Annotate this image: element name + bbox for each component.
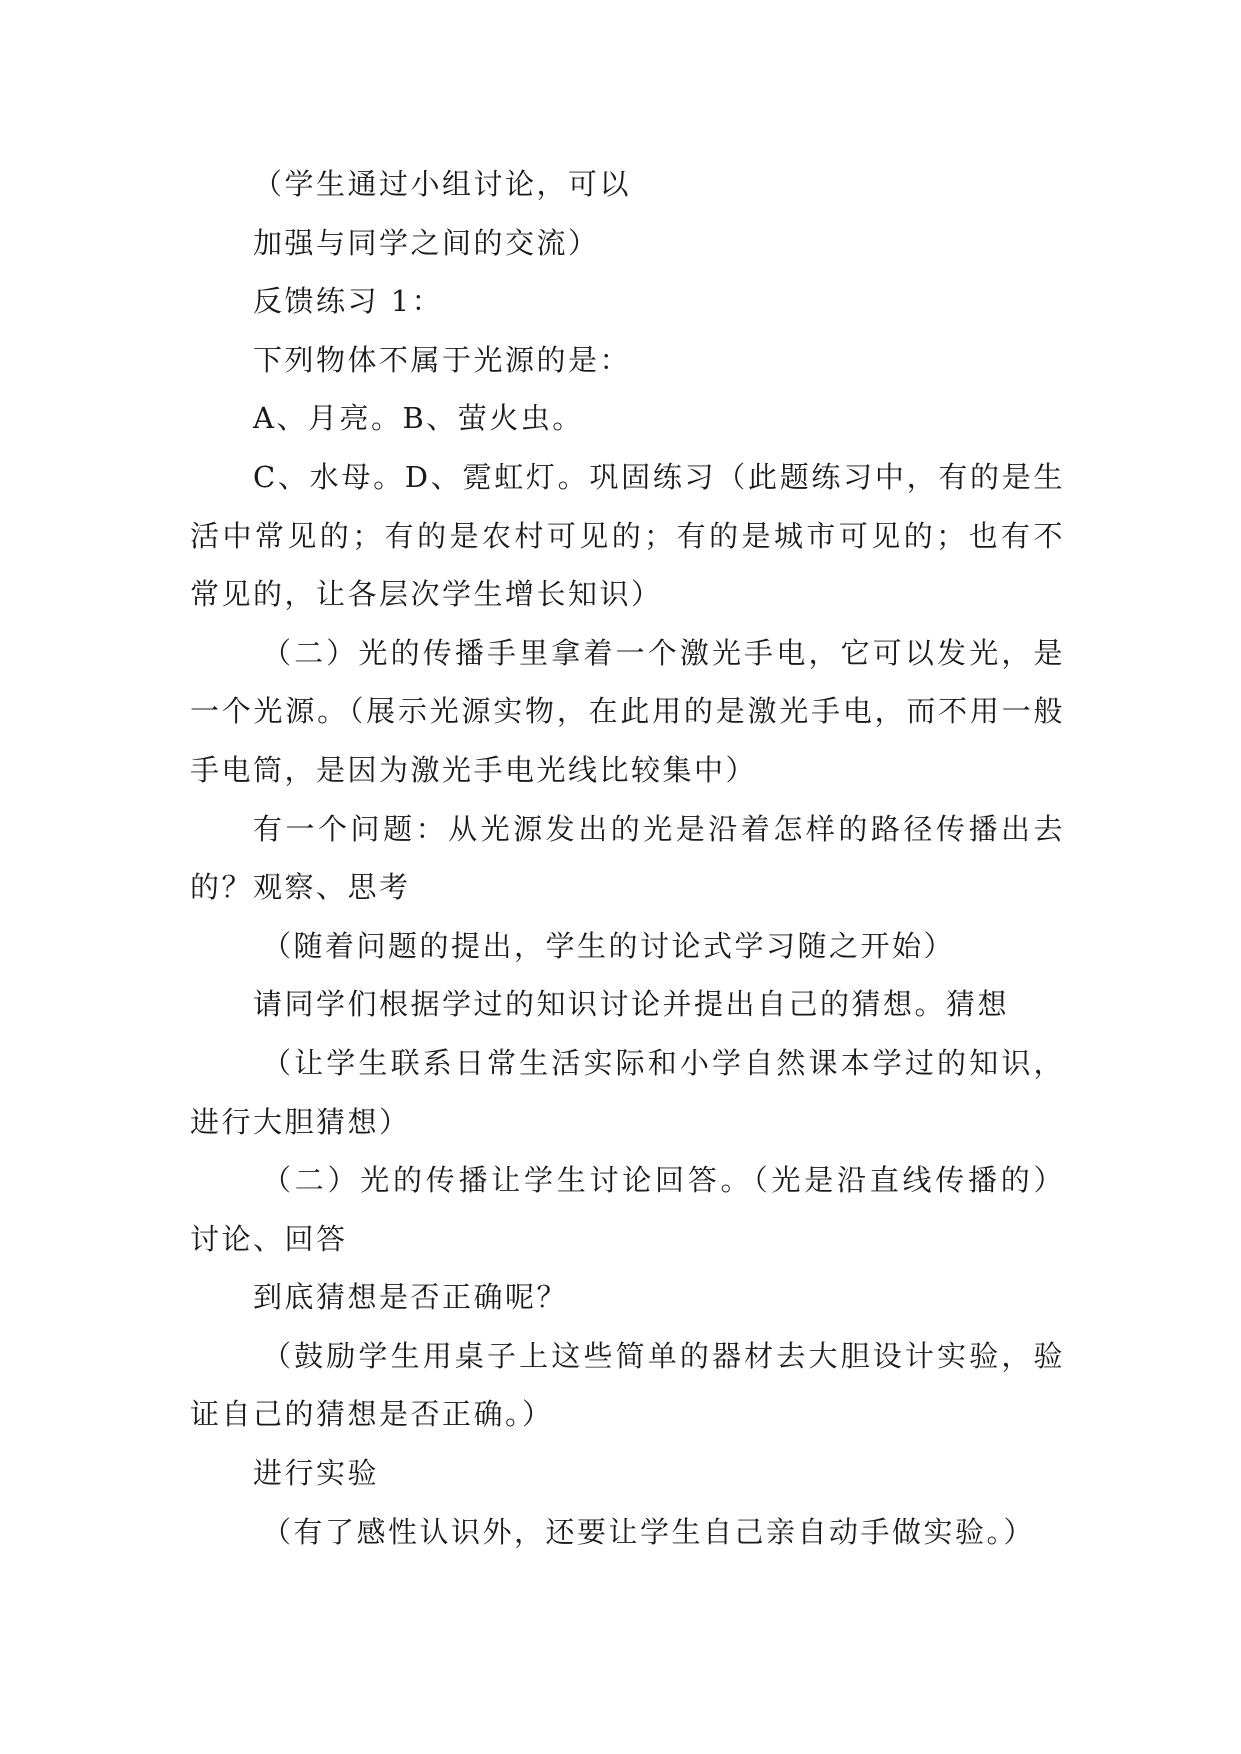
paragraph: 下列物体不属于光源的是： (253, 342, 632, 377)
paragraph: A、月亮。B、萤火虫。 (253, 401, 584, 436)
paragraph: 反馈练习 1： (253, 284, 444, 319)
paragraph: （鼓励学生用桌子上这些简单的器材去大胆设计实验，验证自己的猜想是否正确。） (190, 1338, 1065, 1432)
paragraph: （二）光的传播手里拿着一个激光手电，它可以发光，是一个光源。（展示光源实物，在此用的是激光手电，而不用一般手电筒，是因为激光手电光线比较集中） (190, 635, 1065, 787)
paragraph: 加强与同学之间的交流） (253, 225, 600, 260)
paragraph: 进行实验 (253, 1456, 380, 1491)
paragraph: （让学生联系日常生活实际和小学自然课本学过的知识，进行大胆猜想） (190, 1045, 1065, 1139)
document-body (190, 155, 1065, 1561)
paragraph: （有了感性认识外，还要让学生自己亲自动手做实验。） (262, 1514, 1036, 1549)
paragraph: 请同学们根据学过的知识讨论并提出自己的猜想。猜想 (253, 987, 1010, 1022)
paragraph: （随着问题的提出，学生的讨论式学习随之开始） (262, 928, 956, 963)
paragraph: 到底猜想是否正确呢？ (253, 1280, 569, 1315)
paragraph: （学生通过小组讨论，可以 (253, 167, 632, 201)
paragraph: 有一个问题：从光源发出的光是沿着怎样的路径传播出去的？观察、思考 (190, 811, 1065, 905)
paragraph: （二）光的传播让学生讨论回答。（光是沿直线传播的）讨论、回答 (190, 1163, 1065, 1256)
paragraph: C、水母。D、霓虹灯。巩固练习（此题练习中，有的是生活中常见的；有的是农村可见的；有的是城市可见的；也有不常见的，让各层次学生增长知识） (190, 459, 1065, 612)
